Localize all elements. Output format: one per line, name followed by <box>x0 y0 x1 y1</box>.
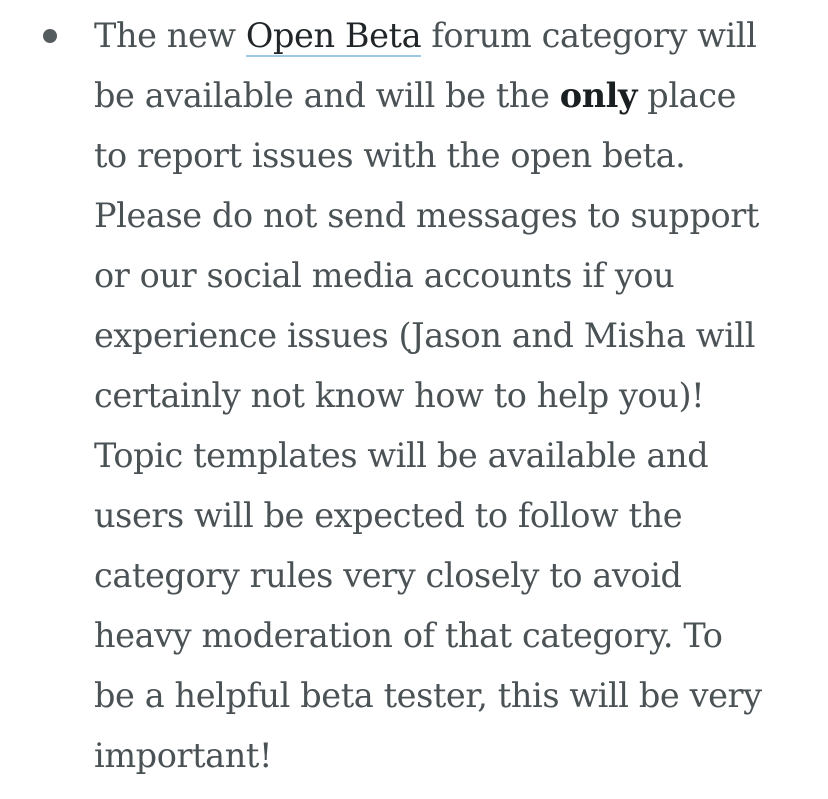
bullet-paragraph <box>94 6 768 786</box>
open-beta-link[interactable]: Open Beta <box>245 16 422 55</box>
bullet-list <box>0 6 828 786</box>
text-before-link: The new <box>94 16 246 55</box>
list-item <box>0 6 828 786</box>
bullet-dot-icon <box>43 29 57 43</box>
text-after-link: forum category will be available and will be the <box>94 16 757 115</box>
text-after-emphasis: place to report issues with the open beta. Please do not send messages to support or our social media accounts if you experience issues (Jason and Misha will certainly not know how to help you)! Topic templates will be available and users will be expected to follow the category rules very closely to avoid heavy moderation of that category. To be a helpful beta tester, this will be very important! <box>94 76 762 775</box>
emphasis-only: only <box>559 76 638 115</box>
